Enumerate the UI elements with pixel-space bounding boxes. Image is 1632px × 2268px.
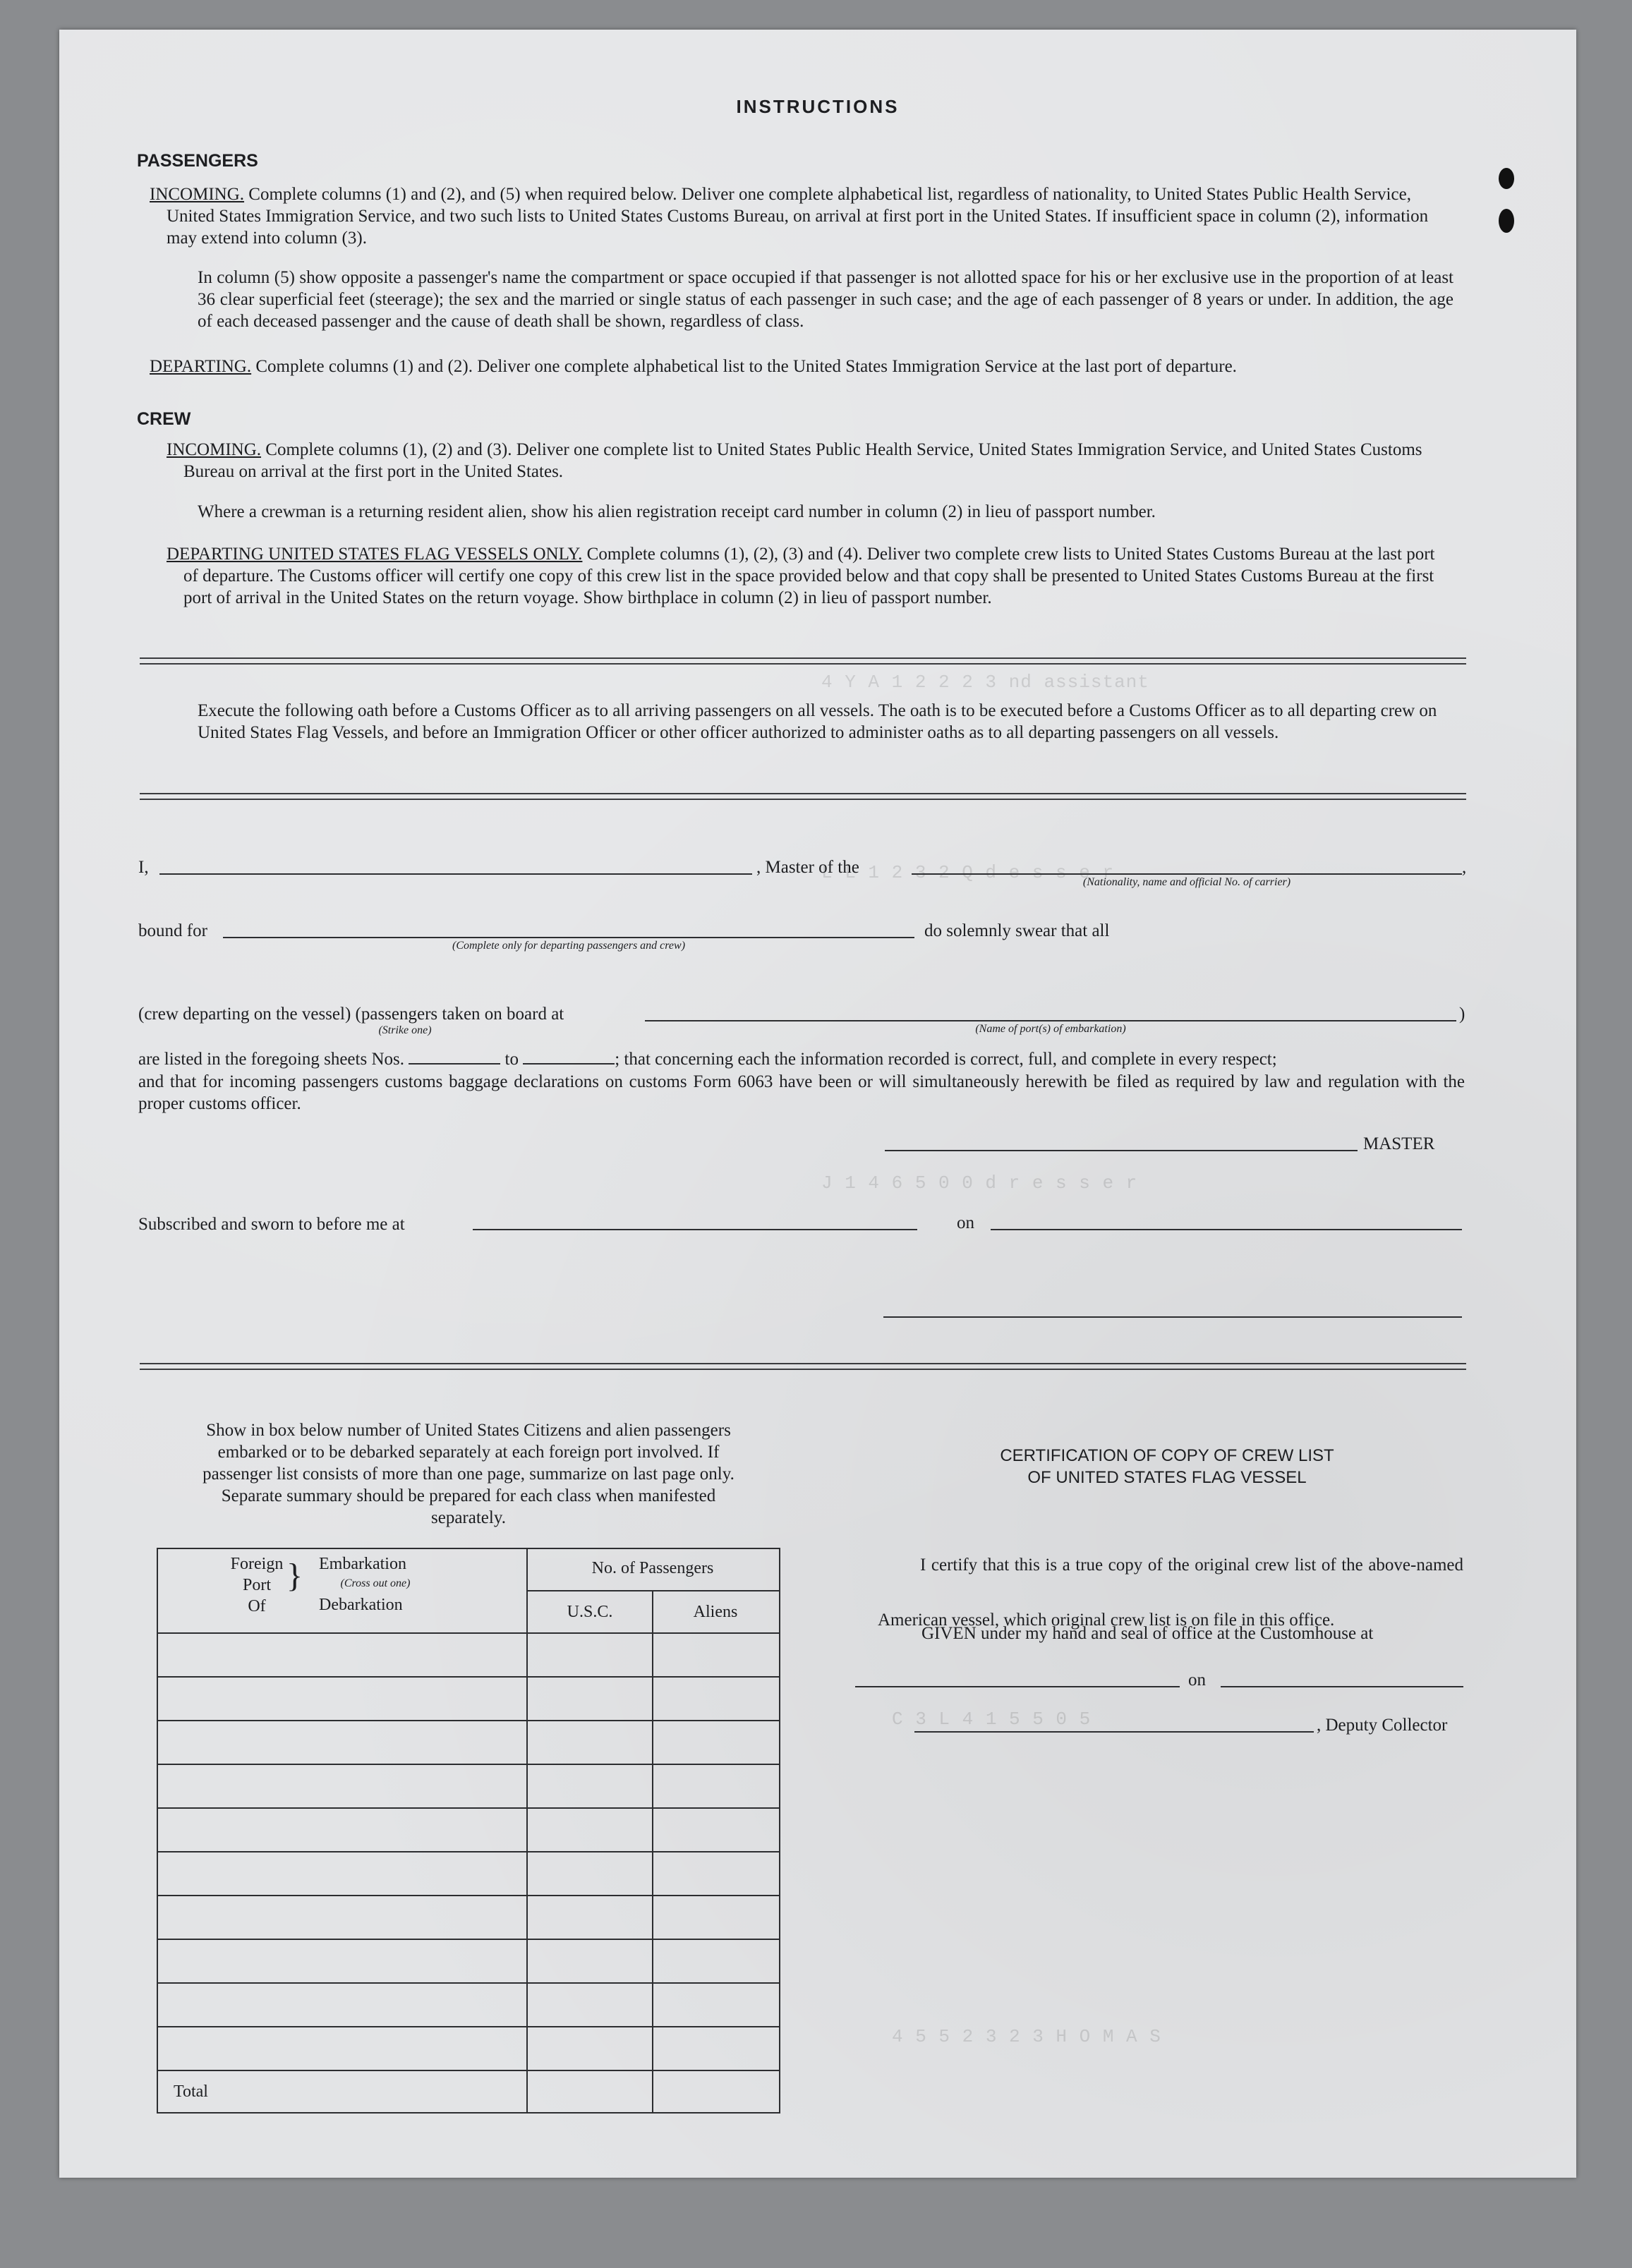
sheet-from-field[interactable]	[409, 1049, 500, 1065]
embarkation-header: Embarkation	[319, 1555, 406, 1573]
master-label: MASTER	[1363, 1134, 1435, 1153]
certification-title-line1: CERTIFICATION OF COPY OF CREW LIST	[1000, 1446, 1334, 1465]
table-row-line	[158, 2026, 779, 2027]
listed-to: to	[504, 1050, 519, 1069]
sworn-place-field[interactable]	[473, 1229, 917, 1230]
foreign-port-of-header	[229, 1553, 285, 1617]
master-signature-field[interactable]	[885, 1150, 1358, 1151]
master-name-field[interactable]	[159, 873, 752, 875]
carrier-hint: (Nationality, name and official No. of carrier)	[1082, 876, 1291, 888]
page-title: INSTRUCTIONS	[736, 96, 900, 117]
oath-carrier-comma: ,	[1462, 858, 1467, 877]
passengers-departing-paragraph	[150, 356, 1465, 377]
table-row-line	[158, 1851, 779, 1852]
header-brace: }	[286, 1557, 303, 1594]
oath-listed-line	[138, 1048, 1465, 1070]
table-row-line	[158, 1632, 779, 1634]
certification-on-label: on	[1188, 1670, 1206, 1690]
certify-text: I certify that this is a true copy of the original crew list of the above-named American vessel, which original crew list is on file in this office.	[878, 1556, 1463, 1630]
table-row-line	[158, 1720, 779, 1721]
subscribed-text: Subscribed and sworn to before me at	[138, 1215, 405, 1234]
passengers-incoming-paragraph	[150, 183, 1451, 249]
table-row-line	[158, 1676, 779, 1678]
passengers-incoming-label: INCOMING.	[150, 185, 245, 204]
crew-resident-text: Where a crewman is a returning resident alien, show his alien registration receipt card number in column (2) in lieu of passport number.	[198, 502, 1156, 521]
oath-crew-passengers-text: (crew departing on the vessel) (passengers taken on board at	[138, 1005, 564, 1024]
certification-title	[899, 1445, 1435, 1488]
binding-hole	[1499, 209, 1514, 233]
header-port: Port	[242, 1576, 271, 1594]
bound-for-field[interactable]	[223, 937, 914, 938]
customhouse-field[interactable]	[855, 1686, 1180, 1687]
no-of-passengers-header: No. of Passengers	[591, 1559, 714, 1577]
certification-date-field[interactable]	[1221, 1686, 1463, 1687]
table-row-line	[158, 1939, 779, 1940]
usc-header: U.S.C.	[567, 1603, 613, 1621]
table-header-divider	[526, 1590, 779, 1591]
document-page	[59, 30, 1576, 2178]
oath-master-of-label: , Master of the	[756, 858, 859, 877]
bleed-through-text: 4 Y A 1 2 2 2 3 nd assistant	[821, 672, 1149, 693]
crew-departing-label: DEPARTING UNITED STATES FLAG VESSELS ONLY.	[167, 545, 583, 564]
bleed-through-text: C 3 L 4 1 5 5 0 5	[892, 1709, 1092, 1730]
table-row-line	[158, 1895, 779, 1896]
bleed-through-text: 4 5 5 2 3 2 3 H O M A S	[892, 2026, 1161, 2047]
passengers-incoming-text: Complete columns (1) and (2), and (5) when required below. Deliver one complete alphabetical list, regardless of nationality, to United States Public Health Service, United States Immigration Service, and two such lists to United States Customs Bureau, on arrival at first port in the United States. If insufficient space in column (2), information may extend into column (3).	[167, 185, 1429, 248]
binding-hole	[1499, 168, 1514, 189]
header-of: Of	[248, 1597, 266, 1615]
embarkation-ports-hint: (Name of port(s) of embarkation)	[975, 1023, 1126, 1035]
certification-title-line2: OF UNITED STATES FLAG VESSEL	[1027, 1468, 1307, 1487]
officer-signature-field[interactable]	[883, 1316, 1462, 1318]
bleed-through-text: J 1 4 6 5 0 0 d r e s s e r	[821, 1172, 1138, 1194]
aliens-header: Aliens	[693, 1603, 738, 1621]
passenger-summary-table	[157, 1548, 780, 2114]
listed-rest: ; that concerning each the information recorded is correct, full, and complete in every respect;	[615, 1050, 1277, 1069]
table-row-line	[158, 1764, 779, 1765]
deputy-collector-label: , Deputy Collector	[1317, 1716, 1448, 1735]
oath-i-label: I,	[138, 858, 149, 877]
passengers-departing-text: Complete columns (1) and (2). Deliver one complete alphabetical list to the United States Immigration Service at the last port of departure.	[255, 357, 1237, 376]
section-divider	[140, 1363, 1466, 1370]
embarkation-ports-field[interactable]	[645, 1020, 1456, 1021]
sworn-on-label: on	[957, 1213, 974, 1232]
crew-incoming-paragraph	[167, 439, 1453, 483]
summary-instruction-text: Show in box below number of United States Citizens and alien passengers embarked or to be debarked separately at each foreign port involved. If passenger list consists of more than one page, summarize on last page only. Separate summary should be prepared for each class when manifested separately.	[203, 1421, 735, 1527]
sworn-date-field[interactable]	[991, 1229, 1462, 1230]
crew-departing-paragraph	[167, 543, 1453, 609]
crew-incoming-text: Complete columns (1), (2) and (3). Deliver one complete list to United States Public Health Service, United States Immigration Service, and United States Customs Bureau on arrival at the first port in the United States.	[183, 440, 1422, 481]
section-divider	[140, 793, 1466, 800]
carrier-field[interactable]	[912, 873, 1462, 875]
header-foreign: Foreign	[230, 1555, 284, 1573]
oath-instruction-text: Execute the following oath before a Customs Officer as to all arriving passengers on all vessels. The oath is to be executed before a Customs Officer as to all departing crew on United States Flag Vessels, and before an Immigration Officer or other officer authorized to administer oaths as to all departing passengers on all vessels.	[198, 701, 1437, 742]
section-divider	[140, 657, 1466, 665]
table-row-line	[158, 1982, 779, 1984]
bleed-through-text: L L 1 2 3 2 Q d e s s e r	[821, 862, 1115, 883]
crew-heading: CREW	[137, 409, 191, 429]
total-label: Total	[174, 2082, 208, 2101]
table-row-line	[158, 1807, 779, 1809]
listed-prefix: are listed in the foregoing sheets Nos.	[138, 1050, 404, 1069]
passengers-heading: PASSENGERS	[137, 151, 258, 171]
cross-out-hint: (Cross out one)	[340, 1577, 411, 1589]
close-paren: )	[1459, 1005, 1465, 1024]
oath-baggage-text: and that for incoming passengers customs baggage declarations on customs Form 6063 have been or will simultaneously herewith be filed as required by law and regulation with the proper customs officer.	[138, 1072, 1465, 1113]
passengers-departing-label: DEPARTING.	[150, 357, 252, 376]
table-row-line	[158, 2070, 779, 2071]
oath-swear-text: do solemnly swear that all	[924, 921, 1110, 940]
deputy-collector-signature-field[interactable]	[914, 1731, 1314, 1733]
bound-for-hint: (Complete only for departing passengers and crew)	[452, 940, 686, 952]
oath-bound-for-label: bound for	[138, 921, 207, 940]
given-text: GIVEN under my hand and seal of office at the Customhouse at	[921, 1624, 1374, 1643]
debarkation-header: Debarkation	[319, 1596, 403, 1614]
passengers-column5-text: In column (5) show opposite a passenger's name the compartment or space occupied if that passenger is not allotted space for his or her exclusive use in the proportion of at least 36 clear superficial feet (steerage); the sex and the married or single status of each passenger in such case; and the age of each passenger of 8 years or under. In addition, the age of each deceased passenger and the cause of death shall be shown, regardless of class.	[198, 268, 1453, 331]
strike-one-hint: (Strike one)	[378, 1024, 432, 1036]
crew-incoming-label: INCOMING.	[167, 440, 262, 459]
crew-departing-text: Complete columns (1), (2), (3) and (4). Deliver two complete crew lists to United States Customs Bureau at the last port of departure. The Customs officer will certify one copy of this crew list in the space provided below and that copy shall be presented to United States Customs Bureau at the first port of arrival in the United States on the return voyage. Show birthplace in column (2) in lieu of passport number.	[183, 545, 1435, 607]
sheet-to-field[interactable]	[523, 1049, 615, 1065]
